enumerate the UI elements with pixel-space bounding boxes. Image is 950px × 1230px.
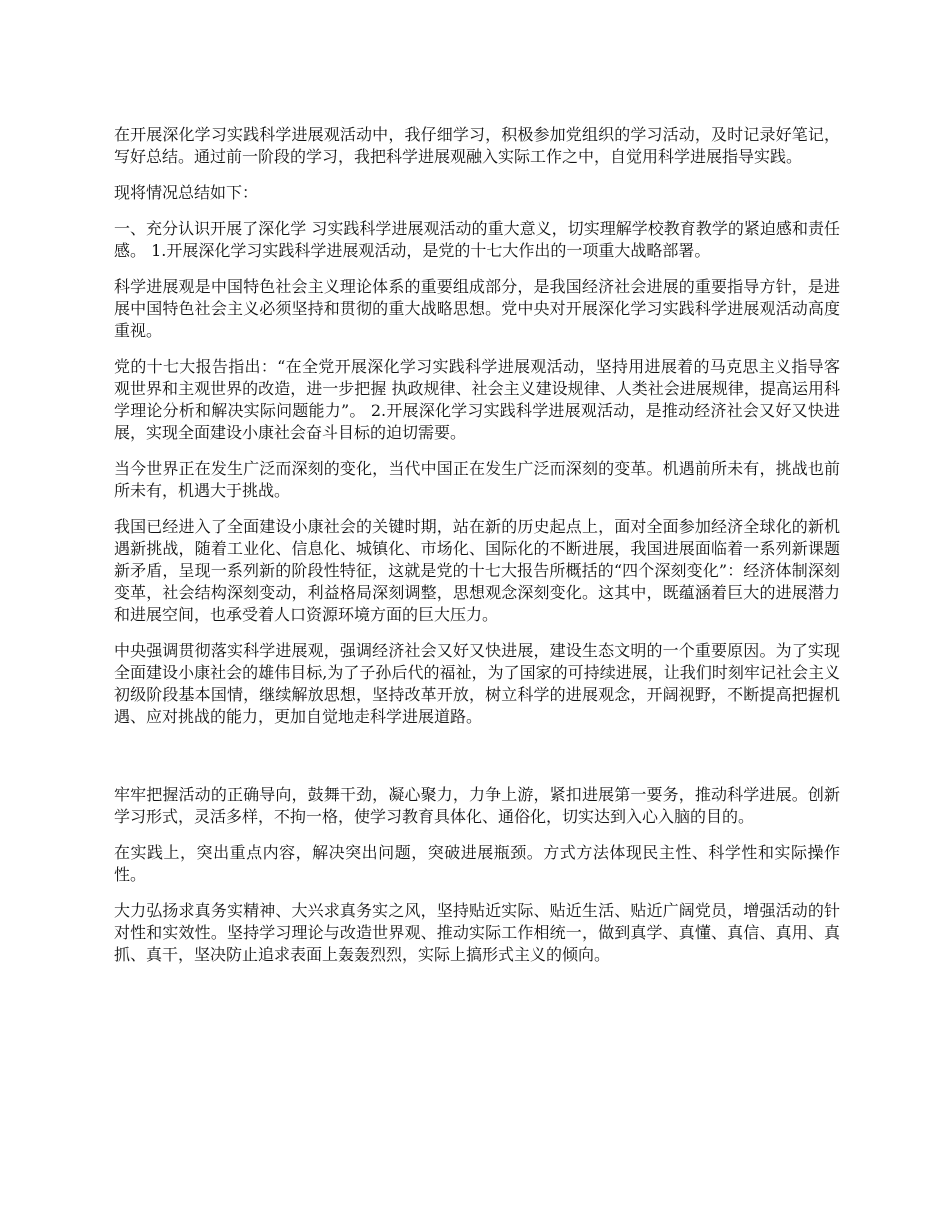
document-body — [114, 124, 840, 980]
paragraph: 牢牢把握活动的正确导向，鼓舞干劲，凝心聚力，力争上游，紧扣进展第一要务，推动科学进展。创新学习形式，灵活多样，不拘一格，使学习教育具体化、通俗化，切实达到入心入脑的目的。 — [114, 785, 840, 826]
paragraph: 大力弘扬求真务实精神、大兴求真务实之风，坚持贴近实际、贴近生活、贴近广阔党员，增强活动的针对性和实效性。坚持学习理论与改造世界观、推动实际工作相统一，做到真学、真懂、真信、真用、真抓、真干，坚决防止追求表面上轰轰烈烈，实际上搞形式主义的倾向。 — [114, 901, 840, 964]
paragraph: 科学进展观是中国特色社会主义理论体系的重要组成部分，是我国经济社会进展的重要指导方针，是进展中国特色社会主义必须坚持和贯彻的重大战略思想。党中央对开展深化学习实践科学进展观活动高度重视。 — [114, 277, 840, 340]
paragraph: 一、充分认识开展了深化学 习实践科学进展观活动的重大意义，切实理解学校教育教学的紧迫感和责任感。 1.开展深化学习实践科学进展观活动，是党的十七大作出的一项重大战略部署。 — [114, 219, 840, 260]
paragraph: 在开展深化学习实践科学进展观活动中，我仔细学习，积极参加党组织的学习活动，及时记录好笔记，写好总结。通过前一阶段的学习，我把科学进展观融入实际工作之中，自觉用科学进展指导实践。 — [114, 125, 840, 166]
paragraph: 当今世界正在发生广泛而深刻的变化，当代中国正在发生广泛而深刻的变革。机遇前所未有，挑战也前所未有，机遇大于挑战。 — [114, 459, 840, 500]
paragraph: 现将情况总结如下： — [114, 183, 259, 202]
paragraph: 党的十七大报告指出：“在全党开展深化学习实践科学进展观活动，坚持用进展着的马克思主义指导客观世界和主观世界的改造，进一步把握 执政规律、社会主义建设规律、人类社会进展规律，提高运用科学理论分析和解决实际问题能力”。 2.开展深化学习实践科学进展观活动，是推动经济社会又好又快进展，实现全面建设小康社会奋斗目标的迫切需要。 — [114, 357, 840, 442]
paragraph: 中央强调贯彻落实科学进展观，强调经济社会又好又快进展，建设生态文明的一个重要原因。为了实现全面建设小康社会的雄伟目标,为了子孙后代的福祉，为了国家的可持续进展，让我们时刻牢记社会主义初级阶段基本国情，继续解放思想，坚持改革开放，树立科学的进展观念，开阔视野，不断提高把握机遇、应对挑战的能力，更加自觉地走科学进展道路。 — [114, 641, 840, 726]
paragraph: 在实践上，突出重点内容，解决突出问题，突破进展瓶颈。方式方法体现民主性、科学性和实际操作性。 — [114, 843, 840, 884]
section-spacer — [114, 742, 840, 784]
paragraph: 我国已经进入了全面建设小康社会的关键时期，站在新的历史起点上，面对全面参加经济全球化的新机遇新挑战，随着工业化、信息化、城镇化、市场化、国际化的不断进展，我国进展面临着一系列新课题新矛盾，呈现一系列新的阶段性特征，这就是党的十七大报告所概括的“四个深刻变化”：经济体制深刻变革，社会结构深刻变动，利益格局深刻调整，思想观念深刻变化。这其中，既蕴涵着巨大的进展潜力和进展空间，也承受着人口资源环境方面的巨大压力。 — [114, 517, 840, 624]
